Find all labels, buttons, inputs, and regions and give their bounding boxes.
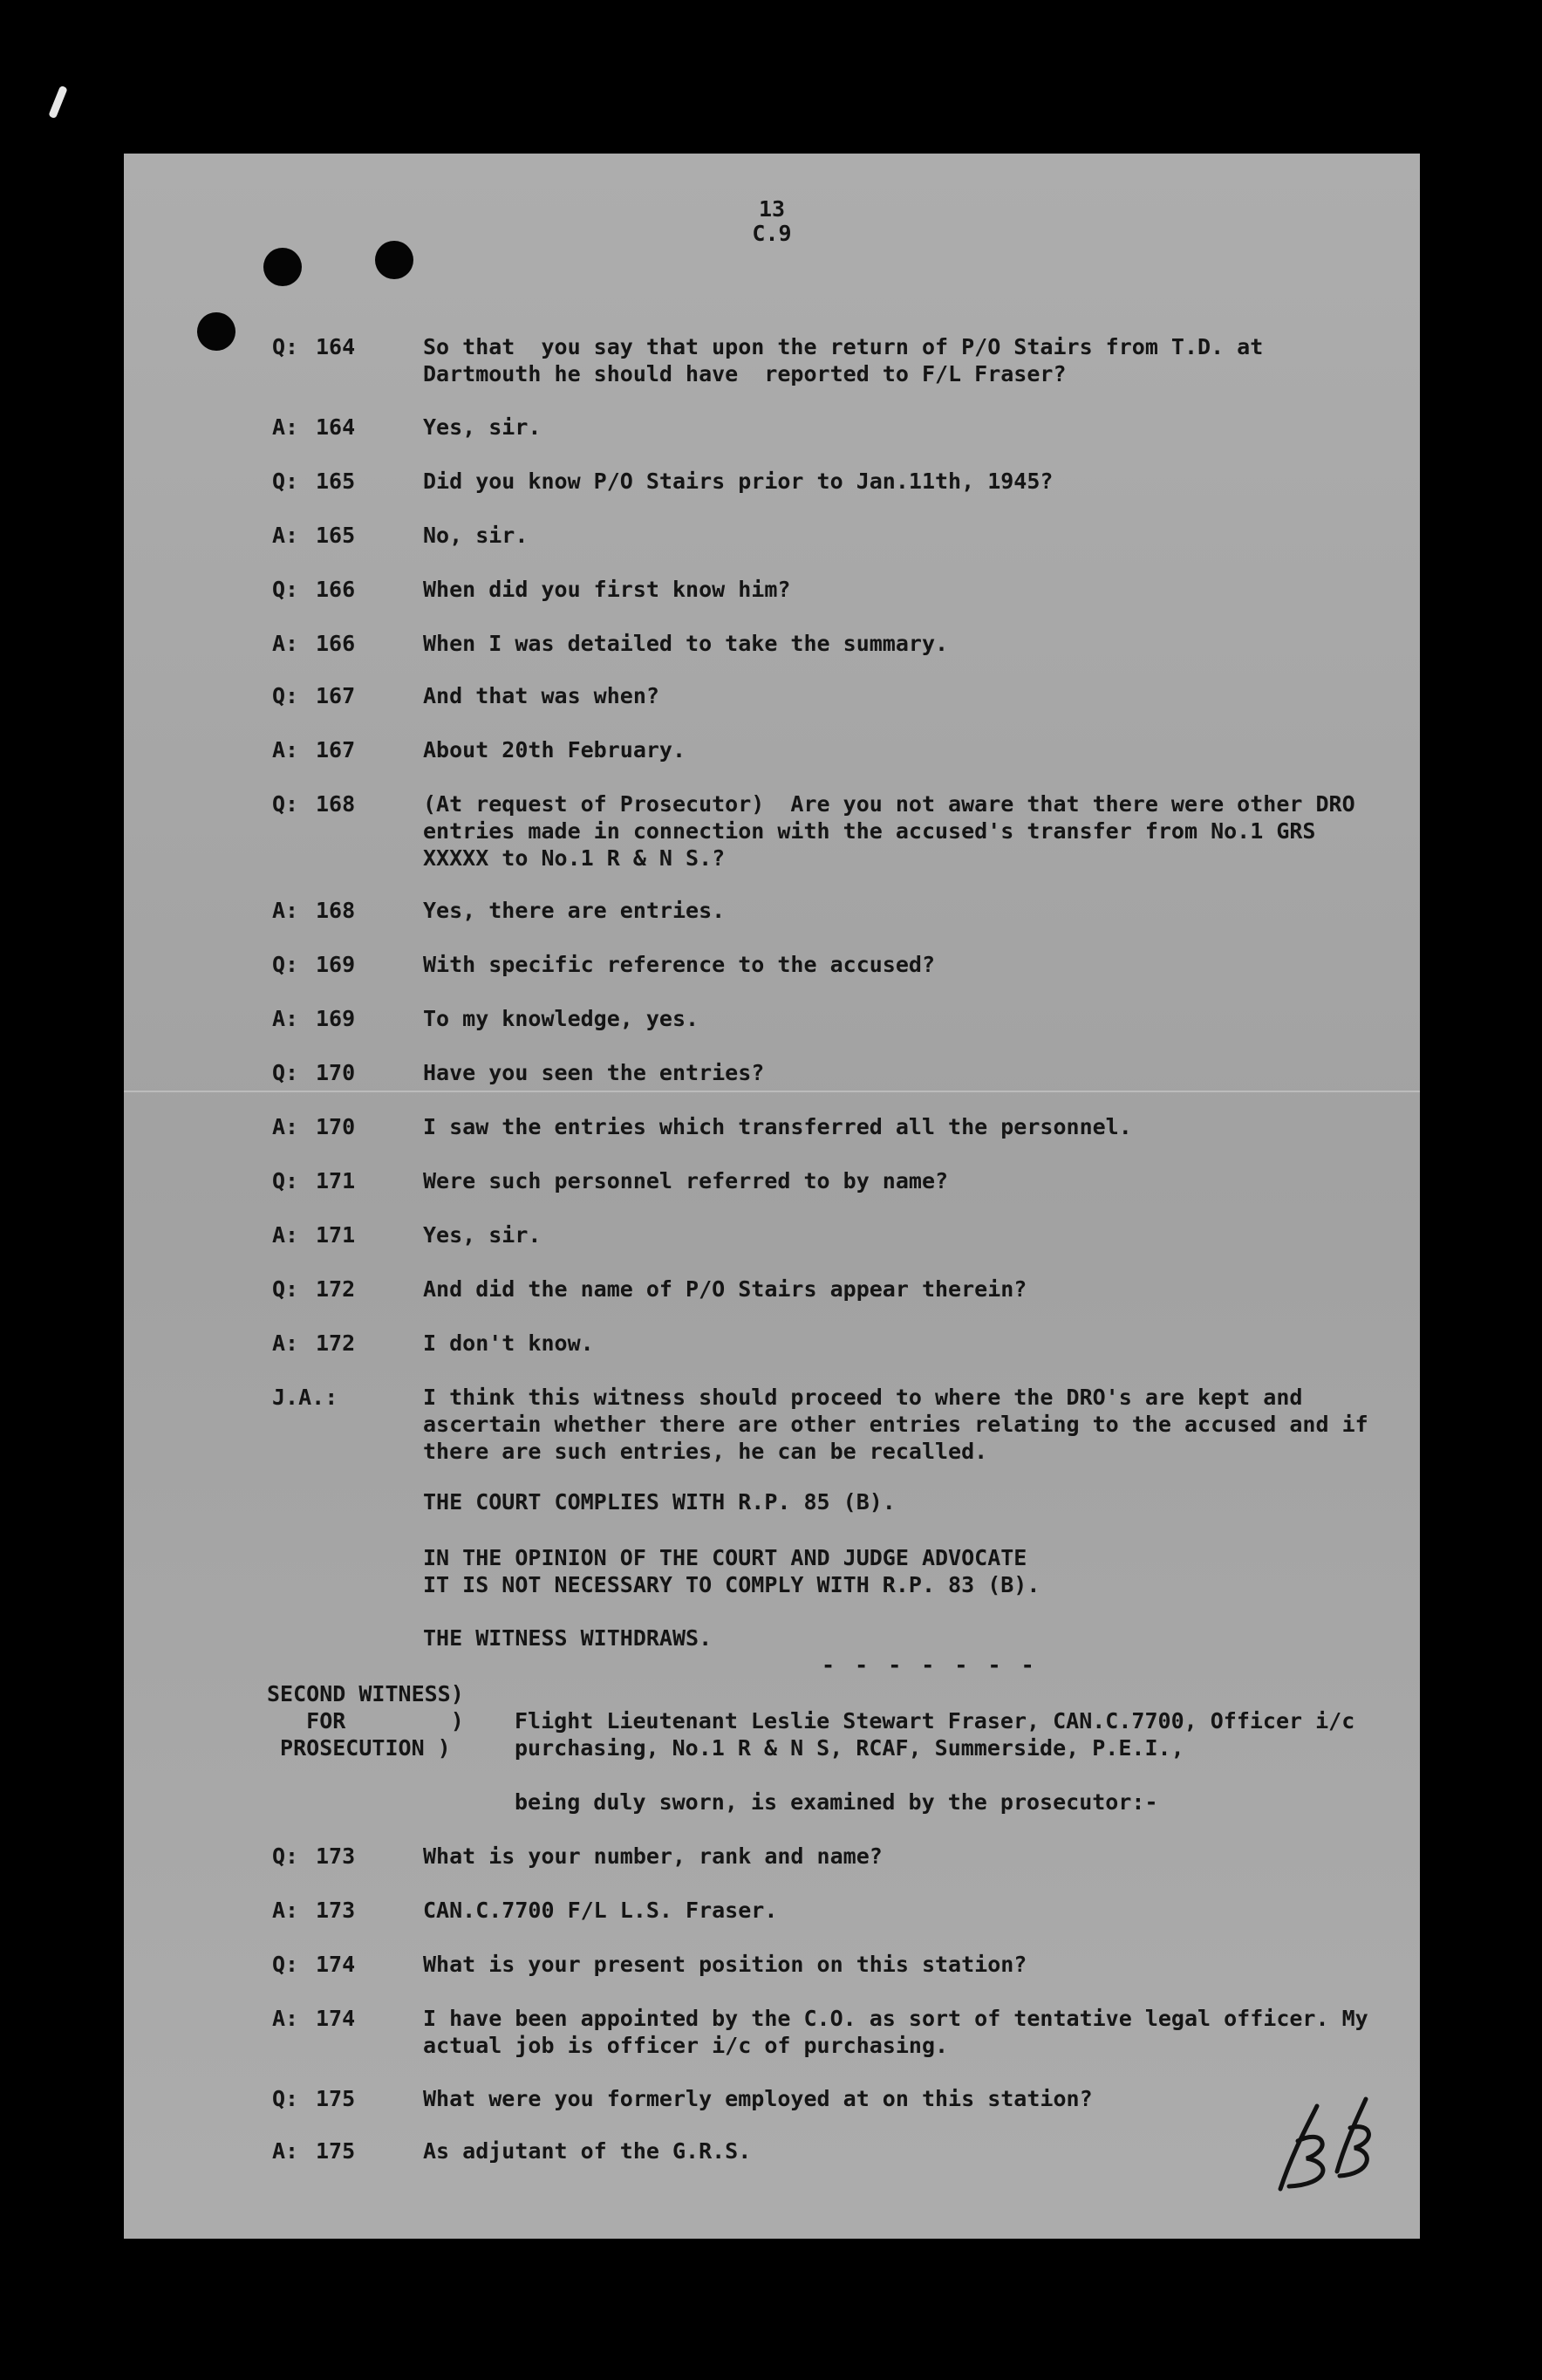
exchange-text: And did the name of P/O Stairs appear therein? — [423, 1276, 1027, 1302]
exchange-number: 168 — [316, 791, 356, 817]
exchange-text: Have you seen the entries? — [423, 1060, 765, 1085]
exchange-text: To my knowledge, yes. — [423, 1006, 699, 1031]
exchange-text: CAN.C.7700 F/L L.S. Fraser. — [423, 1898, 778, 1923]
exchange-number: 174 — [316, 2006, 356, 2031]
exchange-text: And that was when? — [423, 683, 659, 708]
court-opinion-notice: IN THE OPINION OF THE COURT AND JUDGE ADVOCATE IT IS NOT NECESSARY TO COMPLY WITH R.P. 83 (B). — [423, 1545, 1041, 1597]
exchange-label: A: — [272, 1222, 299, 1248]
witness-withdraws-notice: THE WITNESS WITHDRAWS. — [423, 1625, 713, 1651]
exchange-label: Q: — [272, 683, 299, 708]
exchange-text: I have been appointed by the C.O. as sort of tentative legal officer. My actual job is officer i/c of purchasing. — [423, 2006, 1382, 2058]
exchange-label: Q: — [272, 1060, 299, 1085]
exchange-number: 166 — [316, 577, 356, 602]
exchange-text: I think this witness should proceed to where the DRO's are kept and ascertain whether there are other entries relating to the accused and if there are such entries, he can be recalled. — [423, 1385, 1382, 1464]
punch-hole-3 — [197, 312, 235, 351]
exchange-label: J.A.: — [272, 1385, 338, 1410]
exchange-number: 174 — [316, 1952, 356, 1977]
exchange-text: With specific reference to the accused? — [423, 952, 935, 977]
exchange-label: Q: — [272, 577, 299, 602]
exchange-label: A: — [272, 2138, 299, 2164]
exchange-label: A: — [272, 2006, 299, 2031]
exchange-label: A: — [272, 898, 299, 923]
exchange-label: Q: — [272, 334, 299, 359]
exchange-number: 167 — [316, 737, 356, 763]
second-witness-description: Flight Lieutenant Leslie Stewart Fraser, CAN.C.7700, Officer i/c purchasing, No.1 R & N S, RCAF, Summerside, P.E.I., — [515, 1708, 1368, 1761]
exchange-label: Q: — [272, 952, 299, 977]
exchange-number: 173 — [316, 1898, 356, 1923]
exchange-text: Yes, there are entries. — [423, 898, 726, 923]
exchange-number: 172 — [316, 1276, 356, 1302]
exchange-number: 173 — [316, 1843, 356, 1869]
exchange-label: A: — [272, 523, 299, 548]
exchange-number: 166 — [316, 631, 356, 656]
exchange-text: Yes, sir. — [423, 1222, 542, 1248]
exchange-label: A: — [272, 1330, 299, 1356]
exchange-text: Did you know P/O Stairs prior to Jan.11th, 1945? — [423, 468, 1054, 494]
exchange-text: When I was detailed to take the summary. — [423, 631, 949, 656]
exchange-number: 169 — [316, 1006, 356, 1031]
exchange-number: 172 — [316, 1330, 356, 1356]
exchange-label: Q: — [272, 468, 299, 494]
document-page — [124, 154, 1420, 2239]
exchange-number: 170 — [316, 1114, 356, 1139]
exchange-number: 165 — [316, 523, 356, 548]
punch-hole-2 — [375, 241, 413, 279]
exchange-text: I saw the entries which transferred all the personnel. — [423, 1114, 1132, 1139]
exchange-label: A: — [272, 737, 299, 763]
exchange-number: 167 — [316, 683, 356, 708]
exchange-number: 164 — [316, 414, 356, 440]
exchange-label: A: — [272, 414, 299, 440]
exchange-text: Were such personnel referred to by name? — [423, 1168, 949, 1193]
exchange-number: 175 — [316, 2086, 356, 2111]
exchange-text: What is your number, rank and name? — [423, 1843, 883, 1869]
stray-mark — [48, 85, 68, 120]
exchange-text: (At request of Prosecutor) Are you not aware that there were other DRO entries made in connection with the accused's transfer from No.1 GRS XXXXX to No.1 R & N S.? — [423, 791, 1368, 871]
exchange-number: 169 — [316, 952, 356, 977]
exchange-label: Q: — [272, 1168, 299, 1193]
exchange-label: A: — [272, 1898, 299, 1923]
exchange-text: As adjutant of the G.R.S. — [423, 2138, 752, 2164]
exchange-text: What is your present position on this station? — [423, 1952, 1027, 1977]
section-number: C.9 — [752, 221, 792, 246]
exchange-number: 168 — [316, 898, 356, 923]
exchange-text: About 20th February. — [423, 737, 686, 763]
separator-dashes: - - - - - - - — [822, 1652, 1038, 1678]
exchange-label: Q: — [272, 1276, 299, 1302]
page-number: 13 — [758, 196, 786, 222]
exchange-text: So that you say that upon the return of P/O Stairs from T.D. at Dartmouth he should have reported to F/L Fraser? — [423, 334, 1277, 386]
exchange-number: 175 — [316, 2138, 356, 2164]
handwritten-initials — [1263, 2089, 1385, 2202]
sworn-statement: being duly sworn, is examined by the prosecutor:- — [515, 1789, 1158, 1815]
exchange-number: 170 — [316, 1060, 356, 1085]
exchange-label: Q: — [272, 1952, 299, 1977]
exchange-label: A: — [272, 1114, 299, 1139]
exchange-number: 164 — [316, 334, 356, 359]
fold-line — [124, 1091, 1420, 1092]
exchange-text: When did you first know him? — [423, 577, 791, 602]
exchange-label: A: — [272, 631, 299, 656]
exchange-label: Q: — [272, 2086, 299, 2111]
exchange-text: Yes, sir. — [423, 414, 542, 440]
exchange-number: 171 — [316, 1222, 356, 1248]
exchange-text: I don't know. — [423, 1330, 594, 1356]
exchange-text: No, sir. — [423, 523, 529, 548]
second-witness-heading: SECOND WITNESS) FOR ) PROSECUTION ) — [267, 1681, 464, 1761]
exchange-number: 165 — [316, 468, 356, 494]
exchange-label: Q: — [272, 791, 299, 817]
court-complies-notice: THE COURT COMPLIES WITH R.P. 85 (B). — [423, 1489, 896, 1515]
punch-hole-1 — [263, 248, 302, 286]
exchange-label: A: — [272, 1006, 299, 1031]
exchange-number: 171 — [316, 1168, 356, 1193]
exchange-label: Q: — [272, 1843, 299, 1869]
exchange-text: What were you formerly employed at on this station? — [423, 2086, 1093, 2111]
